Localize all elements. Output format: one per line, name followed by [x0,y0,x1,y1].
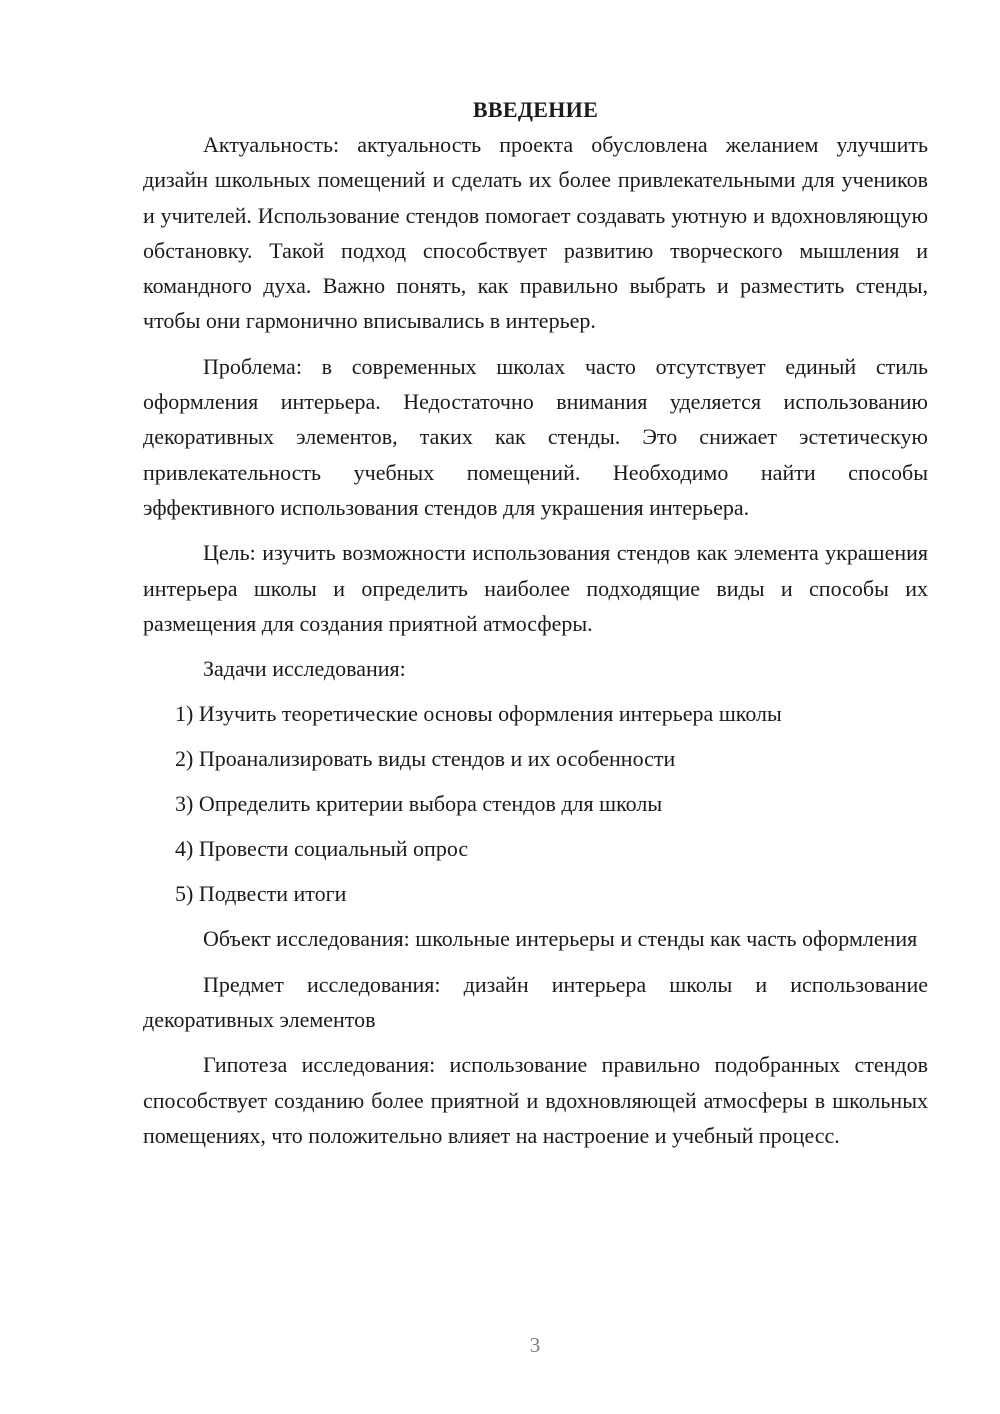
list-item: 4) Провести социальный опрос [175,836,469,862]
list-item: 1) Изучить теоретические основы оформления интерьера школы [175,701,782,727]
page-title: ВВЕДЕНИЕ [472,97,599,122]
list-item: 5) Подвести итоги [175,881,347,907]
page-number: 3 [529,1333,541,1357]
paragraph-hypothesis: Гипотеза исследования: использование правильно подобранных стендов способствует созданию более приятной и вдохновляющей атмосферы в школьных помещениях, что положительно влияет на настроение и учебный процесс. [143,1052,928,1148]
list-item: 3) Определить критерии выбора стендов для школы [175,791,663,817]
list-item: 2) Проанализировать виды стендов и их особенности [175,746,676,772]
tasks-list [143,696,928,911]
page-body [143,92,928,1153]
paragraph-relevance: Актуальность: актуальность проекта обусловлена желанием улучшить дизайн школьных помещений и сделать их более привлекательными для учеников и учителей. Использование стендов помогает создавать уютную и вдохновляющую обстановку. Такой подход способствует развитию творческого мышления и командного духа. Важно понять, как правильно выбрать и разместить стенды, чтобы они гармонично вписывались в интерьер. [143,132,928,334]
paragraph-goal: Цель: изучить возможности использования стендов как элемента украшения интерьера школы и определить наиболее подходящие виды и способы их размещения для создания приятной атмосферы. [143,540,928,636]
tasks-heading: Задачи исследования: [203,656,406,682]
paragraph-object: Объект исследования: школьные интерьеры и стенды как часть оформления [203,926,918,952]
paragraph-subject: Предмет исследования: дизайн интерьера школы и использование декоративных элементов [143,971,928,1033]
paragraph-problem: Проблема: в современных школах часто отсутствует единый стиль оформления интерьера. Недостаточно внимания уделяется использованию декоративных элементов, таких как стенды. Это снижает эстетическую привлекательность учебных помещений. Необходимо найти способы эффективного использования стендов для украшения интерьера. [143,353,928,520]
